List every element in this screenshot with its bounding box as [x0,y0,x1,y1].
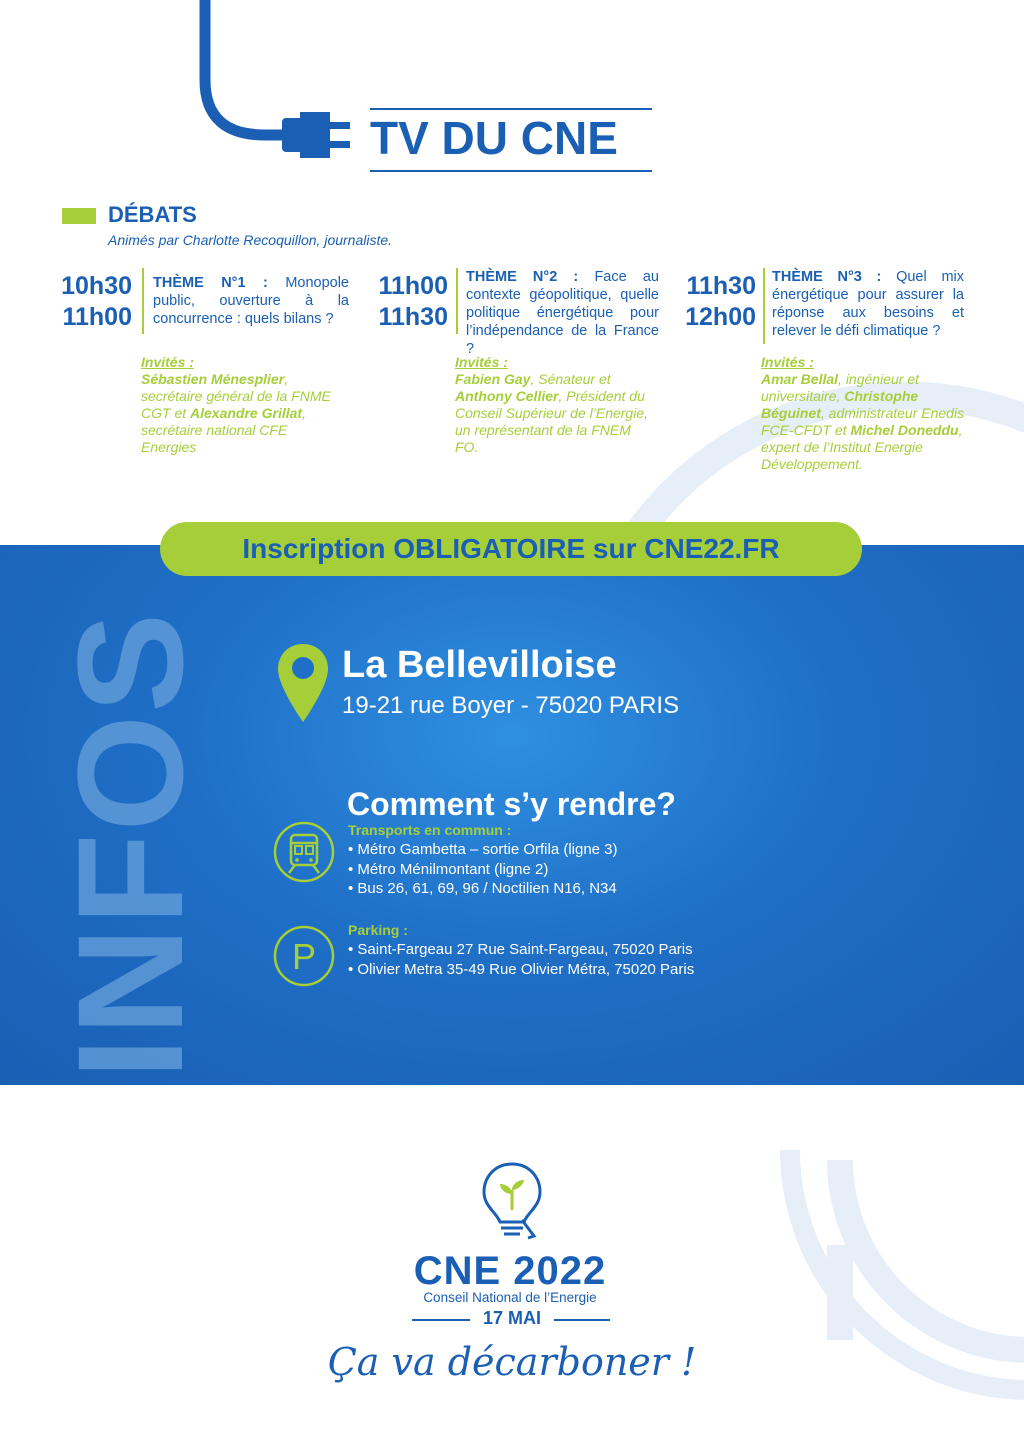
slot-end: 12h00 [685,303,756,331]
slot-divider [142,268,144,334]
slot-1-guests [141,354,341,456]
theme-label: THÈME N°1 : [153,275,268,291]
guests-label: Invités : [141,354,194,370]
cne-logo-text: CNE 2022 [413,1249,607,1293]
guests-label: Invités : [455,354,508,370]
guest-name: Fabien Gay [455,371,531,387]
slot-start: 10h30 [61,272,132,300]
slot-end: 11h00 [62,303,132,331]
slot-2-guests [455,354,655,456]
guest-role: , secrétaire général de la FNME CGT et [141,371,331,421]
registration-banner[interactable]: Inscription OBLIGATOIRE sur CNE22.FR [160,522,862,576]
guest-role: , ingénieur et universitaire, [761,371,919,404]
venue-name: La Bellevilloise [342,644,617,686]
guest-name: Sébastien Ménesplier [141,371,285,387]
slot-start: 11h30 [686,272,756,300]
list-item: • Métro Ménilmontant (ligne 2) [348,860,748,880]
theme-text: Monopole public, ouverture à la concurrence : quels bilans ? [153,275,349,327]
guest-role: , Président du Conseil Supérieur de l’Energie, un représentant de la FNEM FO. [455,388,648,455]
event-date: 17 MAI [482,1308,542,1328]
guest-name: Christophe Béguinet [761,388,919,421]
directions-title: Comment s’y rendre? [347,786,676,822]
infos-watermark: INFOS [46,610,214,1080]
slogan: Ça va décarboner ! [327,1340,697,1384]
slot-end: 11h30 [378,303,448,331]
theme-text: Quel mix énergétique pour assurer la réponse aux besoins et relever le défi climatique ? [772,269,964,339]
plug-cable-icon [0,0,360,180]
parking-list [348,940,768,979]
list-item: • Bus 26, 61, 69, 96 / Noctilien N16, N34 [348,879,748,899]
venue-address: 19-21 rue Boyer - 75020 PARIS [342,692,680,719]
location-pin-icon [276,642,330,724]
transport-label: Transports en commun : [348,822,512,838]
page-title: TV DU CNE [370,108,652,172]
slot-3-theme [772,268,964,340]
list-item: • Métro Gambetta – sortie Orfila (ligne 3) [348,840,748,860]
list-item: • Saint-Fargeau 27 Rue Saint-Fargeau, 75020 Paris [348,940,768,960]
transport-list [348,840,748,899]
guest-name: Amar Bellal [761,371,839,387]
slot-1-time [52,271,132,333]
guests-label: Invités : [761,354,814,370]
org-name: Conseil National de l’Energie [423,1290,597,1305]
guest-role: , Sénateur et [530,371,611,387]
guest-role: , secrétaire national CFE Energies [141,405,306,455]
svg-text:P: P [291,936,317,977]
slot-3-time [676,271,756,333]
train-icon [272,820,336,884]
lightbulb-sprout-icon [478,1160,546,1248]
slot-divider [456,268,458,334]
parking-icon [272,924,336,988]
section-marker [62,208,96,224]
divider [412,1319,470,1321]
slot-2-theme [466,268,659,358]
divider [554,1319,610,1321]
guest-role: , administrateur Enedis FCE-CFDT et [761,405,965,438]
debates-subtitle: Animés par Charlotte Recoquillon, journaliste. [108,232,393,248]
slot-2-time [368,271,448,333]
theme-text: Face au contexte géopolitique, quelle politique énergétique pour l’indépendance de la France ? [466,269,659,357]
guest-name: Anthony Cellier [455,388,559,404]
guest-name: Alexandre Grillat [190,405,303,421]
theme-label: THÈME N°3 : [772,269,882,285]
slot-1-theme [153,274,349,328]
guest-role: , expert de l’Institut Energie Développement. [761,422,963,472]
slot-start: 11h00 [378,272,448,300]
guest-name: Michel Doneddu [850,422,959,438]
list-item: • Olivier Metra 35-49 Rue Olivier Métra, 75020 Paris [348,960,768,980]
debates-title: DÉBATS [108,202,197,227]
slot-divider [763,268,765,344]
parking-label: Parking : [348,922,408,938]
slot-3-guests [761,354,971,473]
theme-label: THÈME N°2 : [466,269,579,285]
